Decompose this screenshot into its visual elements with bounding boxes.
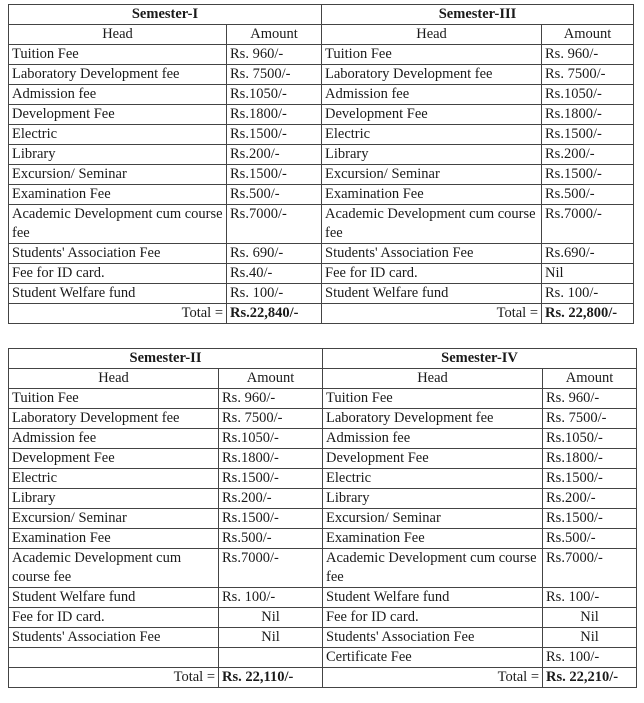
fee-head: Library: [323, 489, 543, 509]
empty-cell: [9, 648, 219, 668]
fee-amount: Rs. 7500/-: [219, 409, 323, 429]
column-header-row: [9, 25, 634, 45]
table-row: [9, 529, 637, 549]
table-row: [9, 549, 637, 588]
fee-amount: Rs.1800/-: [227, 105, 322, 125]
fee-head: Certificate Fee: [323, 648, 543, 668]
fee-head: Laboratory Development fee: [323, 409, 543, 429]
fee-amount: Nil: [219, 608, 323, 628]
head-column-header: Head: [9, 25, 227, 45]
fee-amount: Rs.1500/-: [227, 125, 322, 145]
fee-head: Students' Association Fee: [9, 244, 227, 264]
fee-head: Tuition Fee: [323, 389, 543, 409]
fee-head: Tuition Fee: [9, 389, 219, 409]
table-row: [9, 125, 634, 145]
fee-head: Examination Fee: [9, 185, 227, 205]
fee-head: Laboratory Development fee: [9, 65, 227, 85]
total-label: Total =: [323, 668, 543, 688]
fee-amount: Rs.1050/-: [543, 429, 637, 449]
fee-amount: Rs.1500/-: [227, 165, 322, 185]
fee-amount: Rs.200/-: [543, 489, 637, 509]
fee-amount: Rs.500/-: [543, 529, 637, 549]
fee-head: Examination Fee: [9, 529, 219, 549]
fee-head: Library: [322, 145, 542, 165]
fee-amount: Rs.690/-: [542, 244, 634, 264]
total-row: [9, 304, 634, 324]
fee-head: Student Welfare fund: [9, 588, 219, 608]
fee-head: Fee for ID card.: [9, 608, 219, 628]
fee-amount: Rs.1500/-: [542, 165, 634, 185]
fee-head: Electric: [322, 125, 542, 145]
fee-head: Student Welfare fund: [322, 284, 542, 304]
table-row: [9, 205, 634, 244]
fee-amount: Rs. 960/-: [227, 45, 322, 65]
fee-amount: Rs.1800/-: [542, 105, 634, 125]
fee-head: Laboratory Development fee: [9, 409, 219, 429]
amount-column-header: Amount: [227, 25, 322, 45]
semester-title-row: [9, 5, 634, 25]
fee-table-semester-2-4: [8, 348, 637, 688]
table-row: [9, 284, 634, 304]
fee-head: Development Fee: [323, 449, 543, 469]
fee-head: Library: [9, 145, 227, 165]
fee-amount: Rs. 690/-: [227, 244, 322, 264]
column-header-row: [9, 369, 637, 389]
fee-head: Students' Association Fee: [322, 244, 542, 264]
fee-head: Students' Association Fee: [9, 628, 219, 648]
table-row: [9, 628, 637, 648]
fee-amount: Nil: [219, 628, 323, 648]
table-row: [9, 264, 634, 284]
fee-head: Academic Development cum course fee: [9, 549, 219, 588]
fee-head: Tuition Fee: [9, 45, 227, 65]
amount-column-header: Amount: [542, 25, 634, 45]
fee-head: Excursion/ Seminar: [9, 509, 219, 529]
fee-head: Academic Development cum course fee: [9, 205, 227, 244]
empty-cell: [219, 648, 323, 668]
fee-amount: Rs.500/-: [219, 529, 323, 549]
semester-3-title: Semester-III: [322, 5, 634, 25]
fee-amount: Rs. 100/-: [543, 588, 637, 608]
fee-head: Electric: [9, 469, 219, 489]
fee-head: Development Fee: [322, 105, 542, 125]
fee-head: Admission fee: [9, 429, 219, 449]
total-row: [9, 668, 637, 688]
table-row: [9, 45, 634, 65]
semester-1-total: Rs.22,840/-: [227, 304, 322, 324]
amount-column-header: Amount: [543, 369, 637, 389]
fee-amount: Rs.1050/-: [219, 429, 323, 449]
total-label: Total =: [322, 304, 542, 324]
table-row: [9, 429, 637, 449]
fee-amount: Rs.1500/-: [219, 469, 323, 489]
fee-amount: Rs.1800/-: [543, 449, 637, 469]
fee-head: Students' Association Fee: [323, 628, 543, 648]
fee-head: Development Fee: [9, 449, 219, 469]
semester-title-row: [9, 349, 637, 369]
semester-3-total: Rs. 22,800/-: [542, 304, 634, 324]
amount-column-header: Amount: [219, 369, 323, 389]
fee-amount: Rs.500/-: [542, 185, 634, 205]
table-row: [9, 185, 634, 205]
table-row: [9, 105, 634, 125]
fee-amount: Rs.1500/-: [543, 469, 637, 489]
fee-amount: Rs. 7500/-: [227, 65, 322, 85]
total-label: Total =: [9, 304, 227, 324]
table-row: [9, 469, 637, 489]
table-row: [9, 65, 634, 85]
fee-head: Academic Development cum course fee: [323, 549, 543, 588]
fee-amount: Rs. 100/-: [542, 284, 634, 304]
fee-amount: Rs.200/-: [542, 145, 634, 165]
fee-amount: Rs. 100/-: [227, 284, 322, 304]
fee-amount: Rs.1500/-: [542, 125, 634, 145]
semester-4-title: Semester-IV: [323, 349, 637, 369]
fee-head: Electric: [323, 469, 543, 489]
table-row: [9, 85, 634, 105]
fee-head: Admission fee: [9, 85, 227, 105]
fee-amount: Nil: [543, 628, 637, 648]
fee-amount: Rs.1500/-: [219, 509, 323, 529]
fee-amount: Rs.200/-: [219, 489, 323, 509]
fee-head: Development Fee: [9, 105, 227, 125]
fee-head: Examination Fee: [323, 529, 543, 549]
fee-amount: Rs.200/-: [227, 145, 322, 165]
semester-2-total: Rs. 22,110/-: [219, 668, 323, 688]
fee-amount: Rs.7000/-: [543, 549, 637, 588]
fee-head: Student Welfare fund: [9, 284, 227, 304]
fee-head: Examination Fee: [322, 185, 542, 205]
fee-amount: Rs.1800/-: [219, 449, 323, 469]
fee-amount: Rs.7000/-: [542, 205, 634, 244]
table-row: [9, 165, 634, 185]
fee-amount: Rs.7000/-: [219, 549, 323, 588]
fee-amount: Rs. 100/-: [219, 588, 323, 608]
fee-head: Admission fee: [322, 85, 542, 105]
fee-head: Excursion/ Seminar: [323, 509, 543, 529]
table-row: [9, 389, 637, 409]
table-row: [9, 648, 637, 668]
fee-head: Fee for ID card.: [322, 264, 542, 284]
semester-1-title: Semester-I: [9, 5, 322, 25]
fee-amount: Rs. 100/-: [543, 648, 637, 668]
fee-head: Excursion/ Seminar: [9, 165, 227, 185]
fee-amount: Nil: [542, 264, 634, 284]
table-row: [9, 509, 637, 529]
fee-head: Fee for ID card.: [9, 264, 227, 284]
fee-amount: Rs. 7500/-: [543, 409, 637, 429]
fee-head: Electric: [9, 125, 227, 145]
fee-head: Library: [9, 489, 219, 509]
head-column-header: Head: [322, 25, 542, 45]
semester-2-title: Semester-II: [9, 349, 323, 369]
table-row: [9, 489, 637, 509]
fee-head: Tuition Fee: [322, 45, 542, 65]
fee-amount: Rs.40/-: [227, 264, 322, 284]
fee-amount: Rs.500/-: [227, 185, 322, 205]
head-column-header: Head: [9, 369, 219, 389]
table-row: [9, 409, 637, 429]
fee-amount: Rs.1050/-: [227, 85, 322, 105]
table-row: [9, 145, 634, 165]
fee-amount: Nil: [543, 608, 637, 628]
fee-head: Student Welfare fund: [323, 588, 543, 608]
fee-amount: Rs.7000/-: [227, 205, 322, 244]
fee-head: Academic Development cum course fee: [322, 205, 542, 244]
table-row: [9, 588, 637, 608]
fee-amount: Rs. 7500/-: [542, 65, 634, 85]
fee-amount: Rs.1050/-: [542, 85, 634, 105]
fee-amount: Rs.1500/-: [543, 509, 637, 529]
fee-amount: Rs. 960/-: [542, 45, 634, 65]
fee-head: Laboratory Development fee: [322, 65, 542, 85]
fee-head: Fee for ID card.: [323, 608, 543, 628]
fee-amount: Rs. 960/-: [543, 389, 637, 409]
table-row: [9, 608, 637, 628]
head-column-header: Head: [323, 369, 543, 389]
table-row: [9, 449, 637, 469]
fee-head: Excursion/ Seminar: [322, 165, 542, 185]
total-label: Total =: [9, 668, 219, 688]
fee-table-semester-1-3: [8, 4, 634, 324]
fee-amount: Rs. 960/-: [219, 389, 323, 409]
semester-4-total: Rs. 22,210/-: [543, 668, 637, 688]
table-row: [9, 244, 634, 264]
fee-head: Admission fee: [323, 429, 543, 449]
